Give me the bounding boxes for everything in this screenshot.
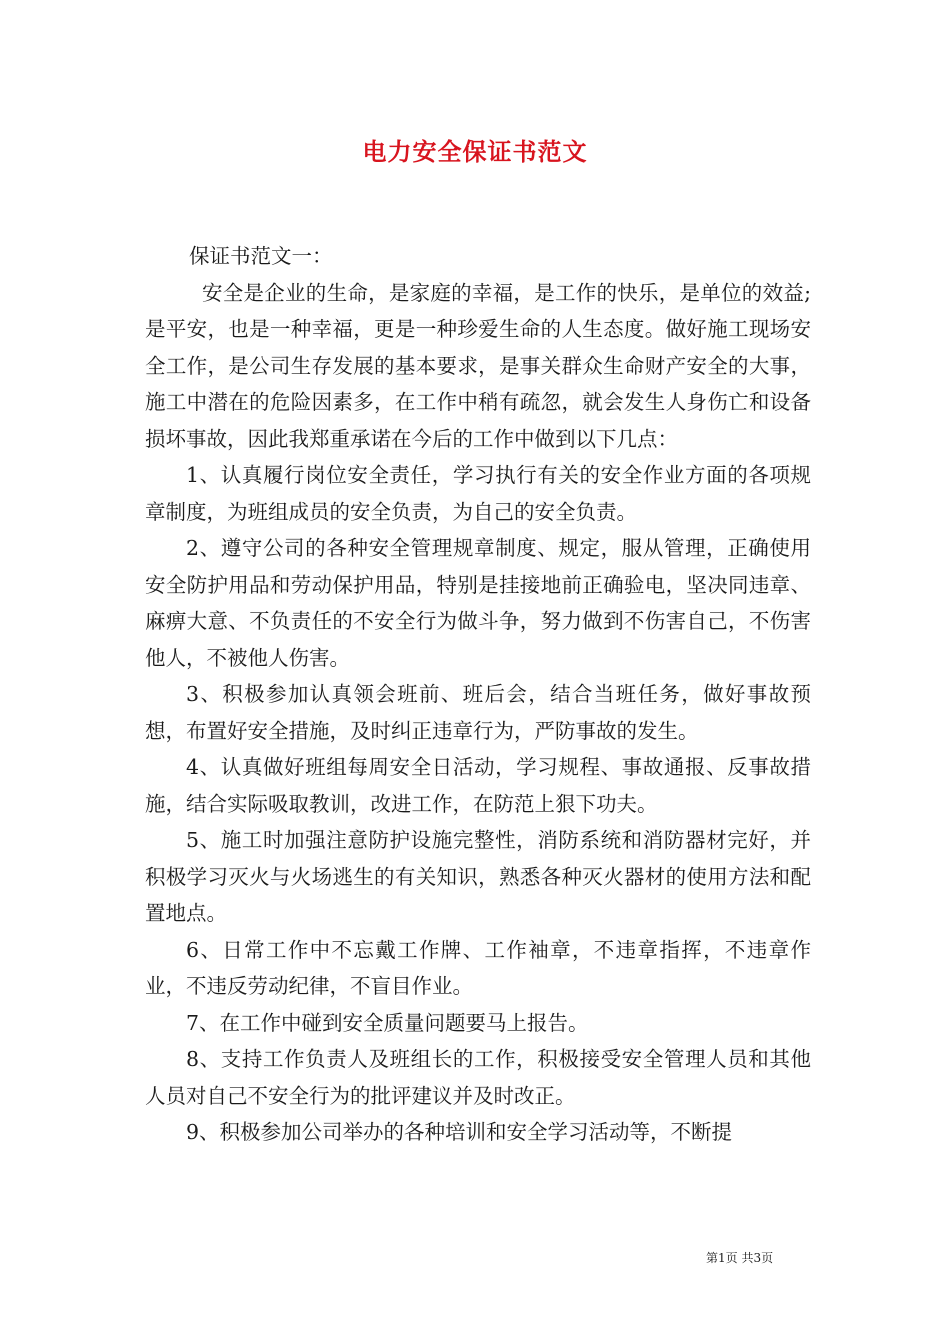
page-number: 第1页 共3页: [706, 1251, 774, 1265]
list-item-2: 2、遵守公司的各种安全管理规章制度、规定，服从管理，正确使用安全防护用品和劳动保护用品，特别是挂接地前正确验电，坚决同违章、麻痹大意、不负责任的不安全行为做斗争，努力做到不伤害自己，不伤害他人，不被他人伤害。: [145, 536, 811, 670]
list-item-8: 8、支持工作负责人及班组长的工作，积极接受安全管理人员和其他人员对自己不安全行为的批评建议并及时改正。: [145, 1047, 811, 1108]
list-item-7: 7、在工作中碰到安全质量问题要马上报告。: [186, 1010, 589, 1035]
document-body: [145, 238, 811, 1151]
document-title: 电力安全保证书范文: [362, 137, 588, 166]
list-item-6: 6、日常工作中不忘戴工作牌、工作袖章，不违章指挥，不违章作业，不违反劳动纪律，不盲目作业。: [145, 937, 811, 998]
intro-paragraph: 安全是企业的生命，是家庭的幸福，是工作的快乐，是单位的效益;是平安，也是一种幸福，更是一种珍爱生命的人生态度。做好施工现场安全工作，是公司生存发展的基本要求，是事关群众生命财产安全的大事，施工中潜在的危险因素多，在工作中稍有疏忽，就会发生人身伤亡和设备损坏事故，因此我郑重承诺在今后的工作中做到以下几点：: [145, 280, 811, 451]
section-heading: 保证书范文一：: [189, 244, 333, 268]
list-item-5: 5、施工时加强注意防护设施完整性，消防系统和消防器材完好，并积极学习灭火与火场逃生的有关知识，熟悉各种灭火器材的使用方法和配置地点。: [145, 828, 811, 925]
list-item-4: 4、认真做好班组每周安全日活动，学习规程、事故通报、反事故措施，结合实际吸取教训，改进工作，在防范上狠下功夫。: [145, 755, 811, 816]
list-item-9: 9、积极参加公司举办的各种培训和安全学习活动等，不断提: [186, 1120, 733, 1144]
list-item-3: 3、积极参加认真领会班前、班后会，结合当班任务，做好事故预想，布置好安全措施，及时纠正违章行为，严防事故的发生。: [145, 682, 811, 743]
list-item-1: 1、认真履行岗位安全责任，学习执行有关的安全作业方面的各项规章制度，为班组成员的安全负责，为自己的安全负责。: [145, 463, 811, 524]
